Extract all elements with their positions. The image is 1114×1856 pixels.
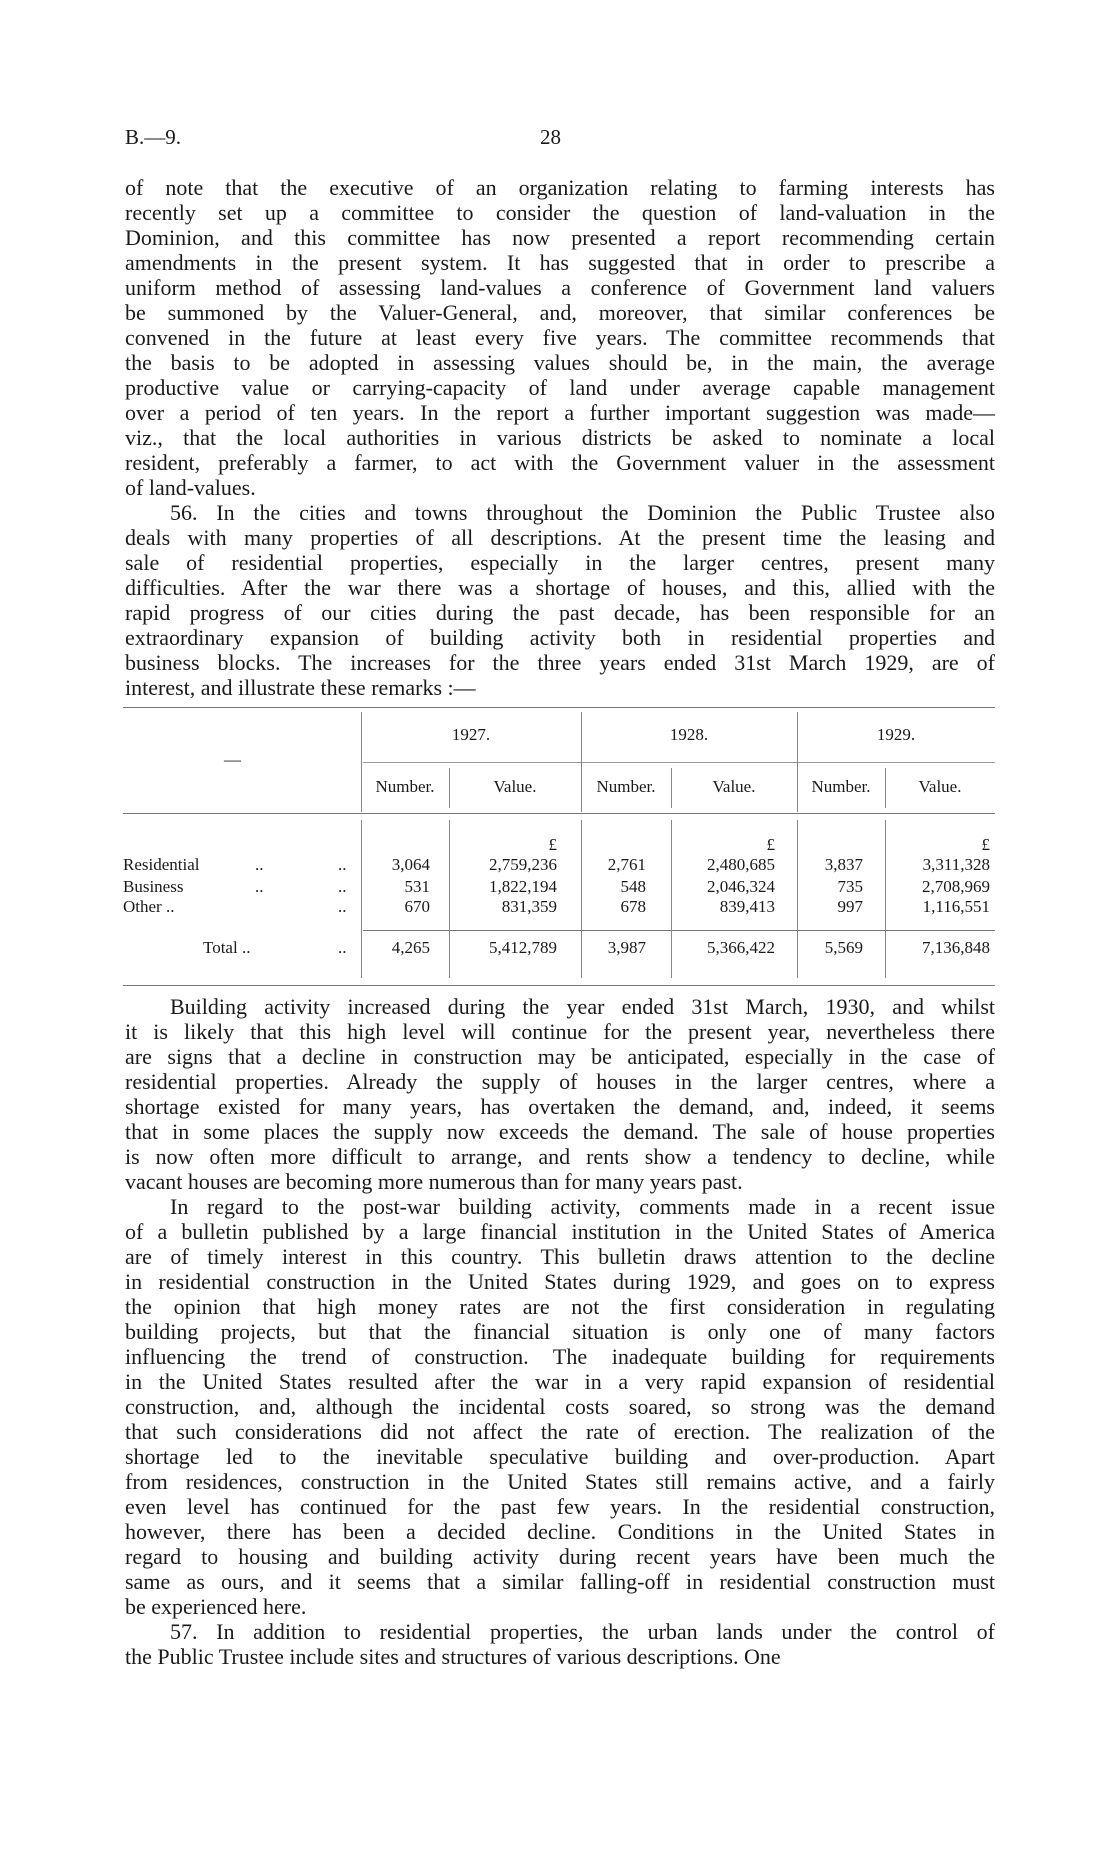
table-bottom-rule [123, 985, 995, 986]
header-sub-rule [363, 762, 995, 763]
dot-leader: .. [338, 855, 347, 874]
text-line: even level has continued for the past few years. In the residential construction, [125, 1494, 995, 1519]
column-header: Value. [493, 777, 537, 796]
document-code: B.—9. [125, 125, 182, 149]
text-line: are signs that a decline in construction may be anticipated, especially in the case of [125, 1044, 995, 1069]
column-header: Value. [918, 777, 962, 796]
table-cell: 548 [620, 877, 646, 896]
year-header: 1927. [451, 725, 491, 744]
text-line: of note that the executive of an organization relating to farming interests has [125, 175, 995, 200]
table-top-rule [123, 707, 995, 708]
table-cell: 2,708,969 [922, 877, 990, 896]
table-cell: 2,759,236 [489, 855, 557, 874]
paragraph [125, 994, 995, 1194]
dot-leader: .. [338, 877, 347, 896]
paragraph [125, 500, 995, 700]
table-cell: 3,311,328 [922, 855, 990, 874]
text-line: In regard to the post-war building activity, comments made in a recent issue [170, 1194, 995, 1219]
text-line: amendments in the present system. It has suggested that in order to prescribe a [125, 250, 995, 275]
dot-leader: .. [255, 877, 264, 896]
table-cell: 735 [837, 877, 863, 896]
stub-dash: — [224, 750, 241, 769]
text-line: 57. In addition to residential properties, the urban lands under the control of [170, 1619, 995, 1644]
table-cell: 678 [620, 897, 646, 916]
year-header: 1928. [669, 725, 709, 744]
text-line: over a period of ten years. In the report a further important suggestion was made— [125, 400, 995, 425]
text-line: difficulties. After the war there was a shortage of houses, and this, allied with the [125, 575, 995, 600]
dot-leader: .. [338, 938, 347, 957]
table-cell: 839,413 [719, 897, 775, 916]
text-line: of a bulletin published by a large financial institution in the United States of America [125, 1219, 995, 1244]
table-cell: 3,837 [824, 855, 863, 874]
table-cell: 997 [837, 897, 863, 916]
row-label: Other .. [123, 897, 175, 916]
text-line: however, there has been a decided decline. Conditions in the United States in [125, 1519, 995, 1544]
text-line: vacant houses are becoming more numerous than for many years past. [125, 1169, 743, 1194]
text-line: construction, and, although the incidental costs soared, so strong was the demand [125, 1394, 995, 1419]
total-cell: 4,265 [391, 938, 430, 957]
column-header: Number. [811, 777, 871, 796]
total-cell: 5,366,422 [707, 938, 775, 957]
text-line: convened in the future at least every five years. The committee recommends that [125, 325, 995, 350]
text-line: is now often more difficult to arrange, and rents show a tendency to decline, while [125, 1144, 995, 1169]
text-line: resident, preferably a farmer, to act with the Government valuer in the assessment [125, 450, 995, 475]
text-line: productive value or carrying-capacity of land under average capable management [125, 375, 995, 400]
text-line: sale of residential properties, especially in the larger centres, present many [125, 550, 995, 575]
text-line: 56. In the cities and towns throughout the Dominion the Public Trustee also [170, 500, 995, 525]
text-line: that in some places the supply now exceeds the demand. The sale of house properties [125, 1119, 995, 1144]
text-line: the basis to be adopted in assessing values should be, in the main, the average [125, 350, 995, 375]
total-label: Total .. [203, 938, 251, 957]
text-line: from residences, construction in the United States still remains active, and a fairly [125, 1469, 995, 1494]
text-line: in residential construction in the United States during 1929, and goes on to express [125, 1269, 995, 1294]
currency-symbol: £ [548, 835, 557, 854]
year-header: 1929. [876, 725, 916, 744]
text-line: rapid progress of our cities during the past decade, has been responsible for an [125, 600, 995, 625]
table-cell: 1,116,551 [922, 897, 990, 916]
text-line: are of timely interest in this country. This bulletin draws attention to the decline [125, 1244, 995, 1269]
total-cell: 5,412,789 [489, 938, 557, 957]
text-line: business blocks. The increases for the three years ended 31st March 1929, are of [125, 650, 995, 675]
table-cell: 531 [404, 877, 430, 896]
text-line: Dominion, and this committee has now presented a report recommending certain [125, 225, 995, 250]
table-cell: 2,046,324 [707, 877, 775, 896]
text-line: extraordinary expansion of building activity both in residential properties and [125, 625, 995, 650]
table-cell: 3,064 [391, 855, 430, 874]
total-cell: 7,136,848 [922, 938, 990, 957]
text-line: influencing the trend of construction. The inadequate building for requirements [125, 1344, 995, 1369]
table-cell: 2,480,685 [707, 855, 775, 874]
row-label: Business [123, 877, 184, 896]
currency-symbol: £ [766, 835, 775, 854]
text-line: be experienced here. [125, 1594, 307, 1619]
text-line: uniform method of assessing land-values a conference of Government land valuers [125, 275, 995, 300]
text-line: of land-values. [125, 475, 256, 500]
paragraph [125, 1619, 995, 1669]
column-header: Number. [375, 777, 435, 796]
text-line: same as ours, and it seems that a similar falling-off in residential construction must [125, 1569, 995, 1594]
paragraph [125, 175, 995, 500]
text-line: deals with many properties of all descriptions. At the present time the leasing and [125, 525, 995, 550]
text-line: residential properties. Already the supply of houses in the larger centres, where a [125, 1069, 995, 1094]
text-line: be summoned by the Valuer-General, and, moreover, that similar conferences be [125, 300, 995, 325]
table-cell: 2,761 [607, 855, 646, 874]
paragraph [125, 1194, 995, 1619]
dot-leader: .. [255, 855, 264, 874]
text-line: shortage existed for many years, has overtaken the demand, and, indeed, it seems [125, 1094, 995, 1119]
page-number: 28 [540, 125, 561, 149]
table-cell: 1,822,194 [489, 877, 557, 896]
upper-text [125, 175, 995, 700]
column-header: Value. [712, 777, 756, 796]
text-line: regard to housing and building activity during recent years have been much the [125, 1544, 995, 1569]
total-cell: 3,987 [607, 938, 646, 957]
text-line: interest, and illustrate these remarks :— [125, 675, 476, 700]
text-line: recently set up a committee to consider the question of land-valuation in the [125, 200, 995, 225]
text-line: the opinion that high money rates are not the first consideration in regulating [125, 1294, 995, 1319]
row-label: Residential [123, 855, 200, 874]
text-line: building projects, but that the financial situation is only one of many factors [125, 1319, 995, 1344]
text-line: the Public Trustee include sites and structures of various descriptions. One [125, 1644, 781, 1669]
text-line: shortage led to the inevitable speculative building and over-production. Apart [125, 1444, 995, 1469]
text-line: viz., that the local authorities in various districts be asked to nominate a local [125, 425, 995, 450]
text-line: it is likely that this high level will continue for the present year, nevertheless there [125, 1019, 995, 1044]
header-bottom-rule [123, 813, 995, 814]
table-cell: 670 [404, 897, 430, 916]
table-cell: 831,359 [501, 897, 557, 916]
column-header: Number. [596, 777, 656, 796]
currency-symbol: £ [981, 835, 990, 854]
lower-text [125, 994, 995, 1669]
total-rule [363, 930, 995, 931]
text-line: that such considerations did not affect the rate of erection. The realization of the [125, 1419, 995, 1444]
text-line: in the United States resulted after the war in a very rapid expansion of residential [125, 1369, 995, 1394]
total-cell: 5,569 [824, 938, 863, 957]
text-line: Building activity increased during the year ended 31st March, 1930, and whilst [170, 994, 995, 1019]
dot-leader: .. [338, 897, 347, 916]
